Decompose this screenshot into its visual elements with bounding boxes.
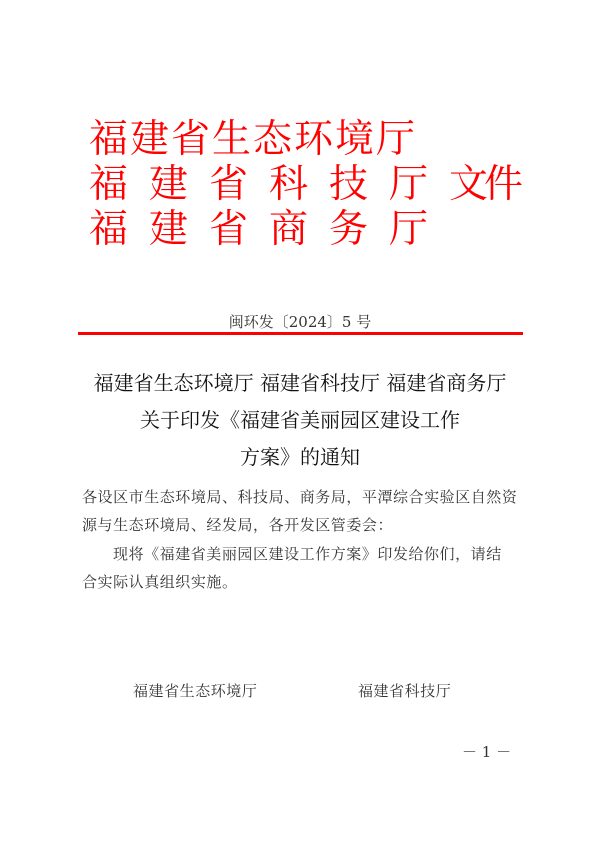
recipients-line2: 源与生态环境局、经发局，各开发区管委会：	[82, 516, 394, 534]
red-divider	[78, 332, 523, 335]
page-number: － 1 －	[462, 743, 512, 761]
paragraph-line1: 现将《福建省美丽园区建设工作方案》印发给你们，请结	[113, 545, 502, 563]
issuer-header-line3: 福建省商务厅	[89, 207, 450, 252]
recipients-line1: 各设区市生态环境局、科技局、商务局，平潭综合实验区自然资	[82, 488, 518, 506]
issuer-header-line1: 福建省生态环境厅	[89, 117, 418, 162]
issuer-name: 福建省科技厅	[89, 162, 450, 207]
signature-environment: 福建省生态环境厅	[133, 682, 258, 700]
signature-science: 福建省科技厅	[358, 682, 452, 700]
document-label: 文件	[449, 162, 520, 207]
title-line1: 福建省生态环境厅 福建省科技厅 福建省商务厅	[93, 371, 507, 395]
title-line3: 方案》的通知	[240, 445, 360, 469]
issuer-header-line2	[89, 163, 519, 207]
title-line2: 关于印发《福建省美丽园区建设工作	[140, 408, 460, 432]
document-number: 闽环发〔2024〕5 号	[228, 313, 372, 331]
paragraph-line2: 合实际认真组织实施。	[82, 573, 238, 591]
